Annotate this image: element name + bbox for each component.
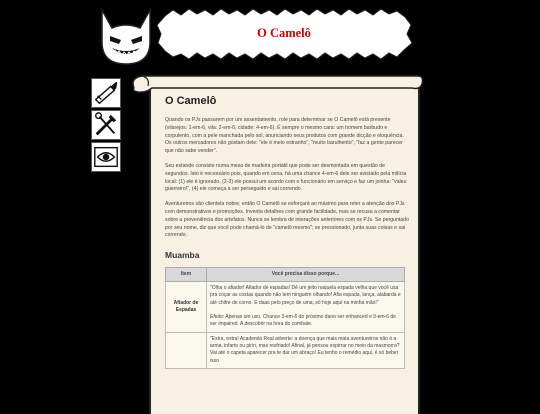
trumpet-icon bbox=[92, 79, 120, 107]
table-row bbox=[166, 332, 405, 368]
nav-tools-button[interactable] bbox=[91, 110, 121, 140]
nav-trumpet-button[interactable] bbox=[91, 78, 121, 108]
table-cell-description bbox=[207, 332, 405, 368]
tools-icon bbox=[92, 111, 120, 139]
article-title: O Camelô bbox=[165, 95, 217, 107]
table-cell-item: Afiador de Espadas bbox=[166, 282, 207, 332]
item-effect bbox=[210, 314, 401, 329]
eye-icon bbox=[92, 143, 120, 171]
article-paragraph-3: Aventureiros são clientela nobre, então O Camelô se esforçará ao máximo para reter a atenção dos PJs com demonstrativos e promoções. Inventa detalhes com grande facilidade, mas se recusa a comentar sobre a proveniência dos artefatos. Nunca se lembra de interações anteriores com os PJs. Se perguntado por seu nome, diz que você pode chamá-lo de "camelô mesmo"; se pressionado, junta suas coisas e sai correndo. bbox=[165, 201, 409, 239]
nav-eye-button[interactable] bbox=[91, 142, 121, 172]
scroll-top-curl bbox=[126, 72, 426, 94]
article bbox=[165, 95, 409, 369]
table-header-row bbox=[166, 268, 405, 282]
item-quote: "Olha o afiador! Afiador de espadas! Dê um jeito naquela espada velha que você usa pra coçar as costas quando não tem ninguém olhando! Afia espada, lança, alabarda e até chifre de corno. E daas pelo preço de uma, só hoje aqui na minha mão!" bbox=[210, 285, 401, 306]
page-title: O Camelô bbox=[257, 26, 311, 40]
effect-text: Apenas um uso. Chance 3-em-6 do próximo dano ser enhanced e 3-em-6 de ser impaired. A descobrir na hora do combate. bbox=[210, 314, 396, 328]
muamba-table bbox=[165, 267, 405, 369]
article-paragraph-2: Seu estande consiste numa mesa de madeira portátil que pode ser desmontada em questão de segundos. Isto é necessário pois, quando em cena, há uma chance 4-em-6 dele ser avistado pela milícia local: (1) ele é ignorado, (2-3) ele possui um acordo com o funcionário em serviço e faz um joinha: "valeu guerreiro!", (4) ele começa a ser perseguido e sai correndo. bbox=[165, 162, 407, 193]
table-row bbox=[166, 282, 405, 332]
article-paragraph-1: Quando os PJs passarem por um assentamento, role para determinar se O Camelô está presente (vilarejos: 1-em-6, vila: 2-em-6, cidade: 4-em-6). É sempre o mesmo cara: um homem barbudo e corpulento, com a pele manchada pelo sol, anunciando seus produtos com grande dicção e eloquência. Os outros mercadores não gostam dele: "ele é meio estranho", "muito barulhento", "faz a gente parecer que não sabe vender". bbox=[165, 117, 404, 155]
table-cell-description bbox=[207, 282, 405, 332]
table-cell-item bbox=[166, 332, 207, 368]
section-heading-muamba: Muamba bbox=[165, 250, 200, 261]
item-quote: "Extra, extra! Academia Real adverte: a doença que mais mata aventureiros não é a arma, infarto ou pirin, mas resfriado! Afinal, já pensou espirrar no meio da masmorra? Vai até o capeta aparecer pra te dar um abraço! Eu tenho o remédio aqui, é só beber isso bbox=[210, 335, 400, 364]
table-header-item: Item bbox=[166, 268, 207, 282]
table-header-description: Você precisa disso porque... bbox=[207, 268, 405, 282]
devil-cat-logo-icon[interactable] bbox=[96, 6, 156, 68]
effect-label: Efeito: bbox=[210, 314, 225, 321]
